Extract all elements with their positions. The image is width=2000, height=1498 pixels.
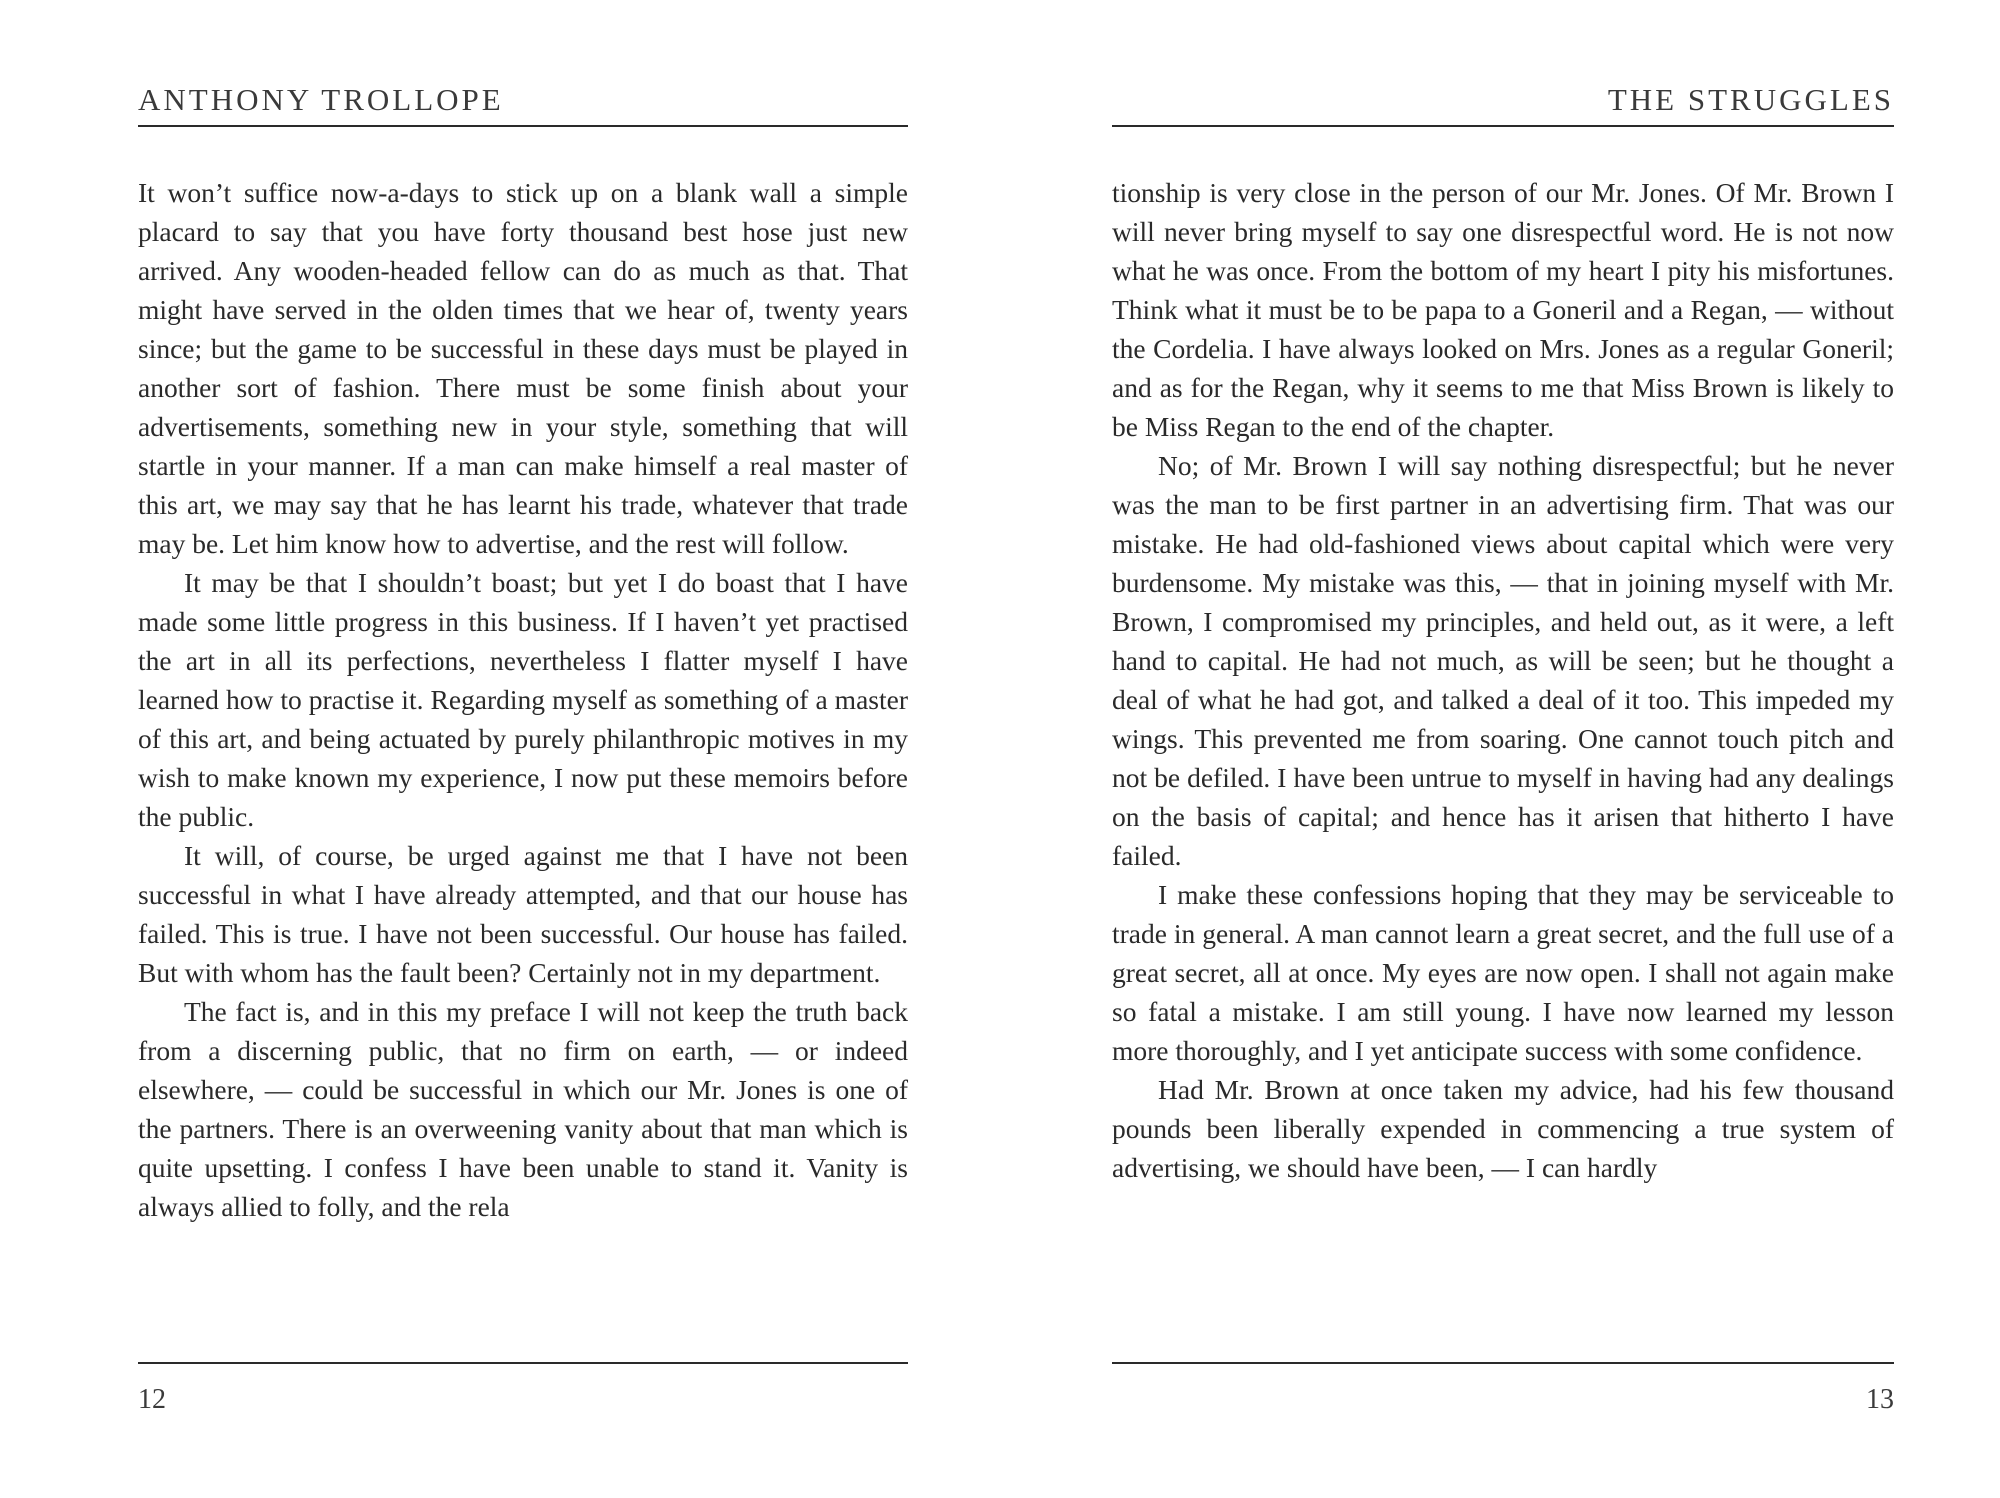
paragraph-1: It won’t suffice now-a-days to stick up on a blank wall a simple placard to say that you have forty thousand best hose just new arrived. Any wooden-headed fellow can do as much as that. That might have served in the olden times that we hear of, twenty years since; but the game to be successful in these days must be played in another sort of fashion. There must be some finish about your advertisements, something new in your style, something that will startle in your manner. If a man can make himself a real master of this art, we may say that he has learnt his trade, whatever that trade may be. Let him know how to advertise, and the rest will follow. xyxy=(138,177,908,559)
right-page-body xyxy=(1112,173,1894,1187)
running-head-author: ANTHONY TROLLOPE xyxy=(138,82,504,117)
paragraph-4: Had Mr. Brown at once taken my advice, had his few thousand pounds been liberally expended in commencing a true system of advertising, we should have been, — I can hardly xyxy=(1112,1074,1894,1183)
page-number: 13 xyxy=(1866,1384,1894,1415)
footer-rule xyxy=(138,1362,908,1364)
header-rule xyxy=(138,125,908,127)
left-page-body xyxy=(138,173,908,1226)
paragraph-4: The fact is, and in this my preface I will not keep the truth back from a discerning public, that no firm on earth, — or indeed elsewhere, — could be successful in which our Mr. Jones is one of the partners. There is an overweening vanity about that man which is quite upsetting. I confess I have been unable to stand it. Vanity is always allied to folly, and the rela xyxy=(138,996,908,1222)
running-head-title: THE STRUGGLES xyxy=(1607,82,1894,117)
right-page xyxy=(1112,0,1894,1498)
paragraph-3: It will, of course, be urged against me that I have not been successful in what I have already attempted, and that our house has failed. This is true. I have not been successful. Our house has failed. But with whom has the fault been? Certainly not in my department. xyxy=(138,840,908,988)
footer-rule xyxy=(1112,1362,1894,1364)
paragraph-3: I make these confessions hoping that they may be serviceable to trade in general. A man cannot learn a great secret, and the full use of a great secret, all at once. My eyes are now open. I shall not again make so fatal a mistake. I am still young. I have now learned my lesson more thoroughly, and I yet anticipate success with some confidence. xyxy=(1112,879,1894,1066)
left-page xyxy=(138,0,908,1498)
paragraph-2: It may be that I shouldn’t boast; but yet I do boast that I have made some little progress in this business. If I haven’t yet practised the art in all its perfections, nevertheless I flatter myself I have learned how to practise it. Regarding myself as something of a master of this art, and being actuated by purely philanthropic motives in my wish to make known my experience, I now put these memoirs before the public. xyxy=(138,567,908,832)
paragraph-continued: tionship is very close in the person of our Mr. Jones. Of Mr. Brown I will never bring myself to say one disrespectful word. He is not now what he was once. From the bottom of my heart I pity his misfortunes. Think what it must be to be papa to a Goneril and a Regan, — without the Cordelia. I have always looked on Mrs. Jones as a regular Goneril; and as for the Regan, why it seems to me that Miss Brown is likely to be Miss Regan to the end of the chapter. xyxy=(1112,177,1894,442)
header-rule xyxy=(1112,125,1894,127)
paragraph-2: No; of Mr. Brown I will say nothing disrespectful; but he never was the man to be first partner in an advertising firm. That was our mistake. He had old-fashioned views about capital which were very burdensome. My mistake was this, — that in joining myself with Mr. Brown, I compromised my principles, and held out, as it were, a left hand to capital. He had not much, as will be seen; but he thought a deal of what he had got, and talked a deal of it too. This impeded my wings. This prevented me from soaring. One cannot touch pitch and not be defiled. I have been untrue to myself in having had any dealings on the basis of capital; and hence has it arisen that hitherto I have failed. xyxy=(1112,450,1894,871)
page-number: 12 xyxy=(138,1384,166,1415)
